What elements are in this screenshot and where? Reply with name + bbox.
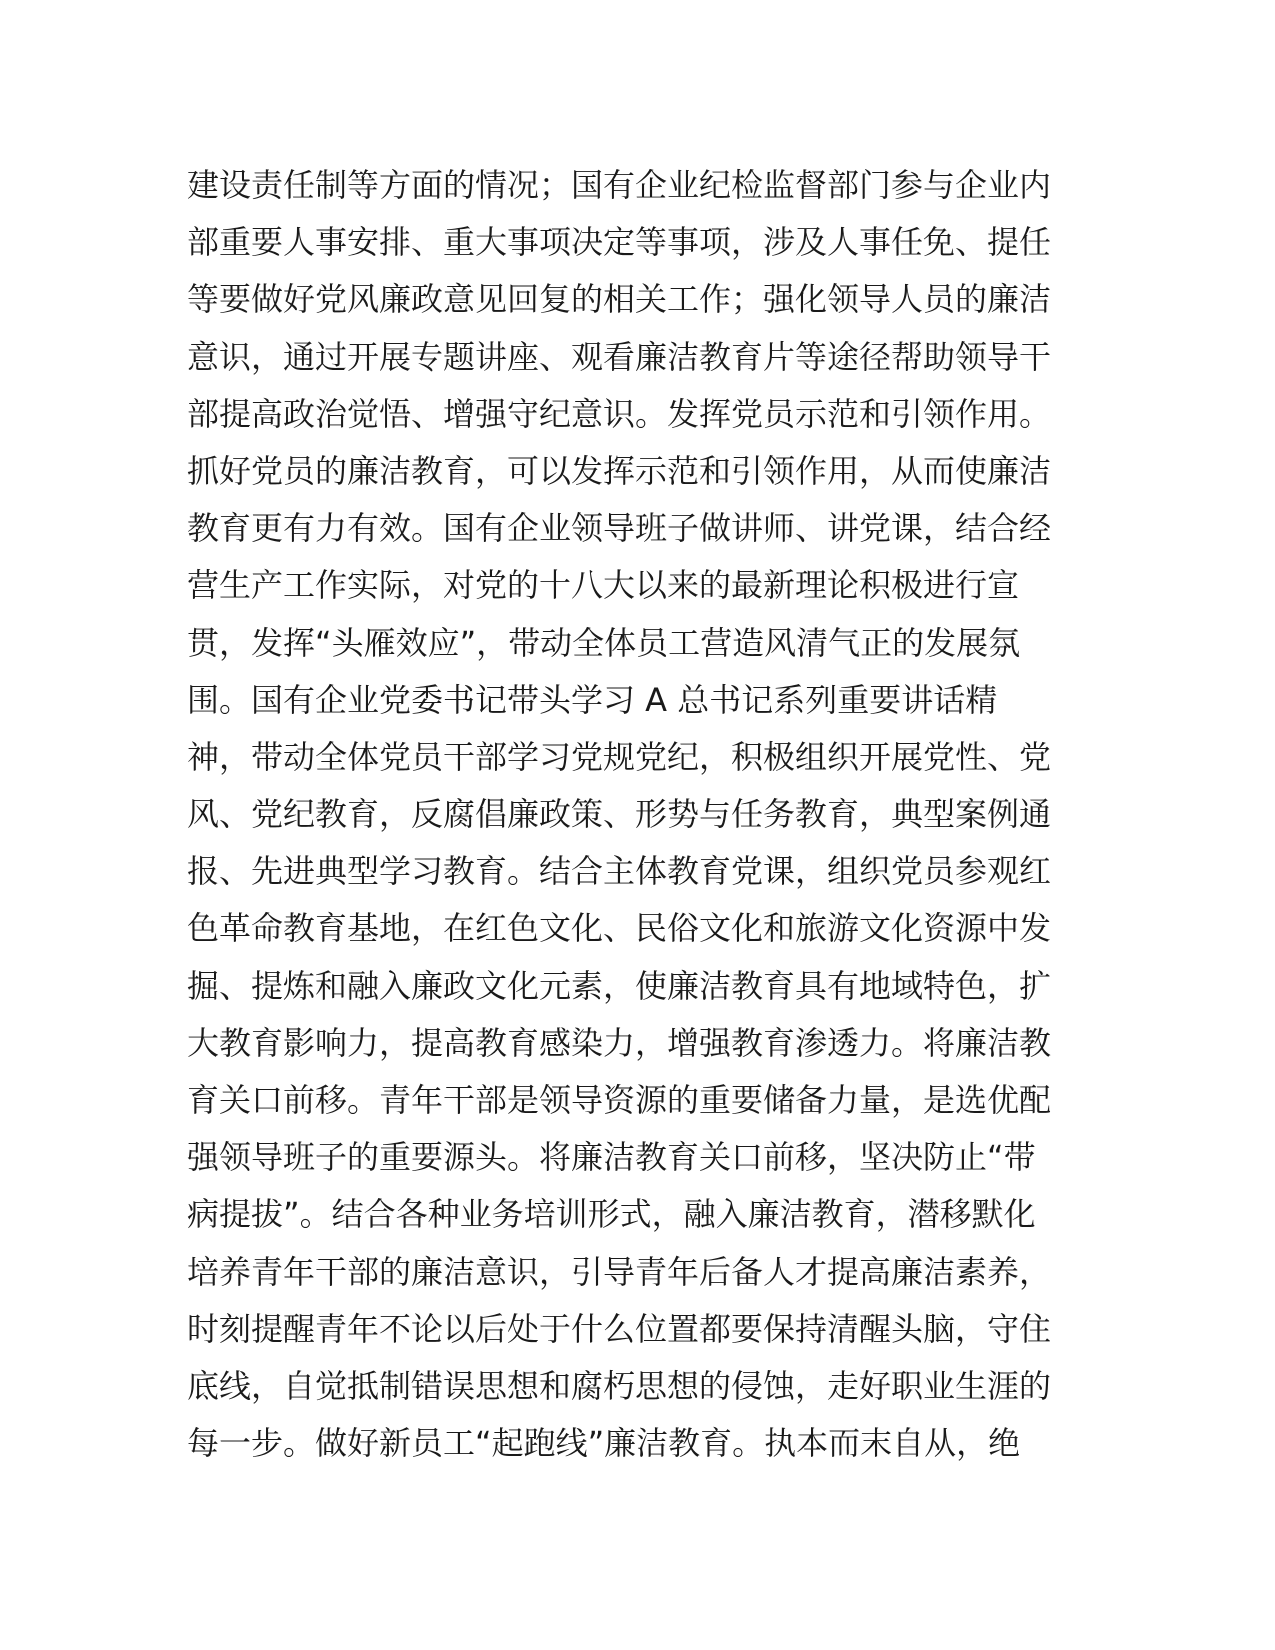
text-line: 报、先进典型学习教育。结合主体教育党课，组织党员参观红: [187, 852, 1052, 891]
text-line: 时刻提醒青年不论以后处于什么位置都要保持清醒头脑，守住: [187, 1309, 1052, 1348]
text-line: 色革命教育基地，在红色文化、民俗文化和旅游文化资源中发: [187, 909, 1052, 948]
text-line: 风、党纪教育，反腐倡廉政策、形势与任务教育，典型案例通: [187, 795, 1052, 834]
text-line: 意识，通过开展专题讲座、观看廉洁教育片等途径帮助领导干: [187, 337, 1052, 376]
text-line: 育关口前移。青年干部是领导资源的重要储备力量，是选优配: [187, 1081, 1052, 1119]
body-text: [187, 157, 1087, 1472]
text-line: 大教育影响力，提高教育感染力，增强教育渗透力。将廉洁教: [187, 1023, 1052, 1062]
text-line: 教育更有力有效。国有企业领导班子做讲师、讲党课，结合经: [187, 509, 1052, 548]
text-line: 每一步。做好新员工“起跑线”廉洁教育。执本而末自从，绝: [187, 1424, 1021, 1463]
text-line: 掘、提炼和融入廉政文化元素，使廉洁教育具有地域特色，扩: [187, 966, 1052, 1005]
text-line: 部重要人事安排、重大事项决定等事项，涉及人事任免、提任: [187, 223, 1052, 262]
text-line: 抓好党员的廉洁教育，可以发挥示范和引领作用，从而使廉洁: [187, 451, 1052, 490]
text-line: 围。国有企业党委书记带头学习 A 总书记系列重要讲话精: [187, 680, 998, 719]
text-line: 神，带动全体党员干部学习党规党纪，积极组织开展党性、党: [187, 737, 1052, 776]
text-line: 贯，发挥“头雁效应”，带动全体员工营造风清气正的发展氛: [187, 623, 1021, 662]
text-line: 底线，自觉抵制错误思想和腐朽思想的侵蚀，走好职业生涯的: [187, 1366, 1052, 1405]
text-line: 部提高政治觉悟、增强守纪意识。发挥党员示范和引领作用。: [187, 394, 1052, 433]
text-line: 营生产工作实际，对党的十八大以来的最新理论积极进行宣: [187, 566, 1020, 605]
text-line: 培养青年干部的廉洁意识，引导青年后备人才提高廉洁素养，: [187, 1252, 1052, 1291]
text-line: 强领导班子的重要源头。将廉洁教育关口前移，坚决防止“带: [187, 1138, 1036, 1177]
text-line: 等要做好党风廉政意见回复的相关工作；强化领导人员的廉洁: [187, 280, 1052, 319]
text-line: 病提拔”。结合各种业务培训形式，融入廉洁教育，潜移默化: [187, 1195, 1036, 1234]
text-line: 建设责任制等方面的情况；国有企业纪检监督部门参与企业内: [187, 166, 1052, 204]
